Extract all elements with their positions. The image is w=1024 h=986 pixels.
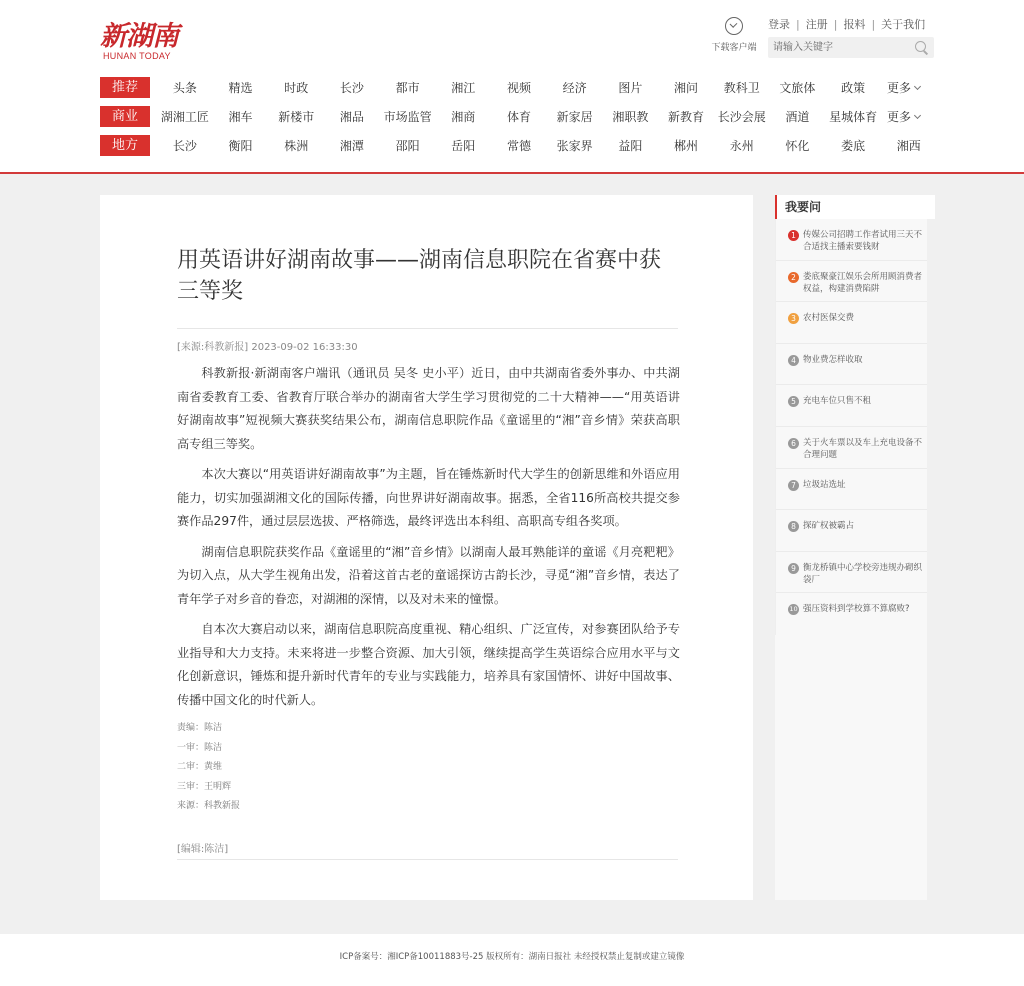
nav-item[interactable]: 岳阳 (451, 139, 476, 153)
site-header (0, 0, 1024, 174)
nav-item[interactable]: 湘品 (339, 110, 364, 124)
nav-item[interactable]: 娄底 (841, 139, 866, 153)
nav-item[interactable]: 时政 (284, 81, 309, 95)
nav-item[interactable]: 长沙 (339, 81, 364, 95)
nav-more-button[interactable] (881, 79, 925, 96)
nav-item[interactable]: 头条 (172, 81, 197, 95)
paragraph: 湖南信息职院获奖作品《童谣里的“湘”音乡情》以湖南人最耳熟能详的童谣《月亮粑粑》为切入点，从大学生视角出发，沿着这首古老的童谣探访古韵长沙，寻觅“湘”音乡情，表达了青年学子对乡音的眷恋，对湖湘的深情，以及对未来的憧憬。 (177, 544, 680, 606)
nav-item[interactable]: 怀化 (785, 139, 810, 153)
nav-item[interactable]: 精选 (228, 81, 253, 95)
nav-item[interactable]: 益阳 (618, 139, 643, 153)
nav-row-recommend (100, 77, 925, 98)
download-label: 下载客户端 (711, 43, 757, 53)
article-credits (177, 719, 240, 817)
nav-item[interactable]: 政策 (841, 81, 866, 95)
nav-item[interactable]: 湘商 (451, 110, 476, 124)
list-item-text: 农村医保交费 (803, 313, 855, 324)
divider (177, 859, 678, 860)
logo-text: 新湖南 (100, 21, 178, 52)
nav-item[interactable]: 图片 (618, 81, 643, 95)
article-title: 用英语讲好湖南故事——湖南信息职院在省赛中获三等奖 (177, 248, 662, 304)
list-item-text: 衡龙桥镇中心学校旁违规办砌织袋厂 (803, 562, 923, 585)
nav-more-label: 更多 (886, 110, 911, 124)
sidebar-title: 我要问 (775, 195, 935, 219)
list-item-text: 娄底聚豪江娱乐会所用顾消费者权益，构建消费陷阱 (803, 271, 923, 294)
credit-line: 责编：陈洁 (177, 723, 223, 733)
list-item[interactable] (776, 593, 927, 635)
nav-item[interactable]: 常德 (506, 139, 531, 153)
logo-subtitle: HUNAN TODAY (103, 51, 171, 61)
nav-item[interactable]: 郴州 (674, 139, 699, 153)
nav-row-local (100, 135, 937, 156)
download-icon (725, 17, 743, 35)
list-item-text: 探矿权被霸占 (803, 521, 855, 532)
download-app-button[interactable] (708, 17, 760, 53)
sidebar-list (775, 219, 927, 635)
list-item-text: 充电车位只售不租 (803, 396, 872, 407)
article-meta: [来源:科教新报] 2023-09-02 16:33:30 (177, 342, 358, 353)
list-item-text: 物业费怎样收取 (803, 354, 863, 365)
credit-line: 一审：陈洁 (177, 742, 223, 753)
chevron-down-icon (914, 112, 921, 119)
rank-badge: 10 (789, 605, 798, 614)
search-box (768, 37, 934, 58)
rank-badge: 8 (788, 521, 799, 532)
credit-line: 来源：科教新报 (177, 801, 241, 811)
credit-line: 二审：黄维 (177, 762, 223, 772)
list-item-text: 传媒公司招聘工作者试用三天不合适找主播索要钱财 (803, 230, 923, 252)
nav-item[interactable]: 新教育 (668, 110, 705, 124)
list-item-text: 强压资料到学校算不算腐败? (803, 604, 910, 615)
about-link[interactable]: 关于我们 (881, 18, 926, 31)
rank-badge: 1 (788, 230, 799, 241)
list-item[interactable] (776, 510, 927, 552)
nav-item[interactable]: 湘潭 (339, 139, 364, 153)
nav-tag-business[interactable]: 商业 (100, 106, 150, 127)
nav-item[interactable]: 湘职教 (612, 110, 649, 124)
list-item[interactable] (776, 469, 927, 511)
report-link[interactable]: 报料 (843, 18, 866, 31)
nav-item[interactable]: 湘西 (896, 139, 921, 153)
nav-item[interactable]: 湘车 (228, 110, 253, 124)
credit-line: 三审：王明辉 (177, 781, 232, 792)
list-item[interactable] (776, 552, 927, 594)
search-icon[interactable] (915, 41, 926, 52)
list-item-text: 垃圾站选址 (803, 479, 846, 490)
nav-item[interactable]: 市场监管 (383, 110, 432, 124)
nav-item[interactable]: 湘问 (674, 81, 699, 95)
register-link[interactable]: 注册 (805, 18, 828, 31)
paragraph: 科教新报·新湖南客户端讯（通讯员 吴冬 史小平）近日，由中共湖南省委外事办、中共湖南省委教育工委、省教育厅联合举办的湖南省大学生学习贯彻党的二十大精神——“用英语讲好湖南故事”短视频大赛获奖结果公布，湖南信息职院作品《童谣里的“湘”音乡情》荣获高职高专组三等奖。 (177, 366, 680, 451)
nav-item[interactable]: 永州 (729, 139, 754, 153)
nav-item[interactable]: 湘江 (451, 81, 476, 95)
nav-item[interactable]: 长沙会展 (717, 110, 766, 124)
nav-item[interactable]: 新楼市 (278, 110, 315, 124)
editor-note: [编辑:陈洁] (177, 844, 229, 855)
site-footer (0, 934, 1024, 986)
site-logo[interactable] (100, 14, 190, 64)
rank-badge: 6 (788, 438, 799, 449)
nav-more-button[interactable] (881, 108, 925, 125)
list-item[interactable] (776, 302, 927, 344)
nav-tag-recommend[interactable]: 推荐 (100, 77, 150, 98)
nav-item[interactable]: 教科卫 (723, 81, 760, 95)
footer-text: ICP备案号：湘ICP备10011883号-25 版权所有：湖南日报社 未经授权禁止复制或建立镜像 (339, 952, 685, 962)
list-item[interactable] (776, 427, 927, 469)
paragraph: 本次大赛以“用英语讲好湖南故事”为主题，旨在锤炼新时代大学生的创新思维和外语应用能力，切实加强湖湘文化的国际传播，向世界讲好湖南故事。据悉，全省116所高校共提交参赛作品297件，通过层层选拔、严格筛选，最终评选出本科组、高职高专组各奖项。 (177, 467, 680, 528)
nav-item[interactable]: 文旅体 (779, 81, 816, 95)
nav-item[interactable]: 体育 (506, 110, 531, 124)
sidebar-gutter (927, 219, 935, 900)
divider (177, 328, 678, 329)
nav-item[interactable]: 酒道 (785, 110, 810, 124)
nav-item[interactable]: 经济 (562, 81, 587, 95)
list-item[interactable] (776, 219, 927, 261)
nav-item[interactable]: 新家居 (556, 110, 593, 124)
article-body (177, 362, 680, 719)
nav-more-label: 更多 (886, 81, 911, 95)
top-links: 登录 | 注册 | 报料 | 关于我们 (768, 18, 926, 31)
nav-item[interactable]: 长沙 (172, 139, 197, 153)
rank-badge: 5 (788, 396, 799, 407)
nav-row-business (100, 106, 925, 127)
chevron-down-icon (914, 83, 921, 90)
article-panel (100, 195, 753, 900)
nav-item[interactable]: 湖湘工匠 (160, 110, 209, 124)
list-item-text: 关于火车票以及车上充电设备不合理问题 (803, 437, 923, 460)
rank-badge: 7 (788, 480, 799, 491)
nav-item[interactable]: 视频 (506, 81, 531, 95)
list-item[interactable] (776, 261, 927, 303)
rank-badge: 2 (788, 272, 799, 283)
nav-item[interactable]: 衡阳 (228, 139, 253, 153)
rank-badge: 9 (788, 563, 799, 574)
rank-badge: 3 (788, 313, 799, 324)
nav-item[interactable]: 邵阳 (395, 139, 420, 153)
search-input[interactable] (768, 37, 908, 58)
rank-badge: 4 (788, 355, 799, 366)
paragraph: 自本次大赛启动以来，湖南信息职院高度重视、精心组织、广泛宣传，对参赛团队给予专业指导和大力支持。未来将进一步整合资源、加大引领，继续提高学生英语综合应用水平与文化创新意识，锤炼和提升新时代青年的专业与实践能力，培养具有家国情怀、讲好中国故事、传播中国文化的时代新人。 (177, 622, 680, 707)
nav-item[interactable]: 都市 (395, 81, 420, 95)
nav-item[interactable]: 星城体育 (829, 110, 878, 124)
ask-sidebar (775, 195, 935, 900)
nav-tag-local[interactable]: 地方 (100, 135, 150, 156)
nav-item[interactable]: 张家界 (556, 139, 593, 153)
nav-item[interactable]: 株洲 (284, 139, 309, 153)
list-item[interactable] (776, 344, 927, 386)
list-item[interactable] (776, 385, 927, 427)
login-link[interactable]: 登录 (768, 18, 790, 31)
